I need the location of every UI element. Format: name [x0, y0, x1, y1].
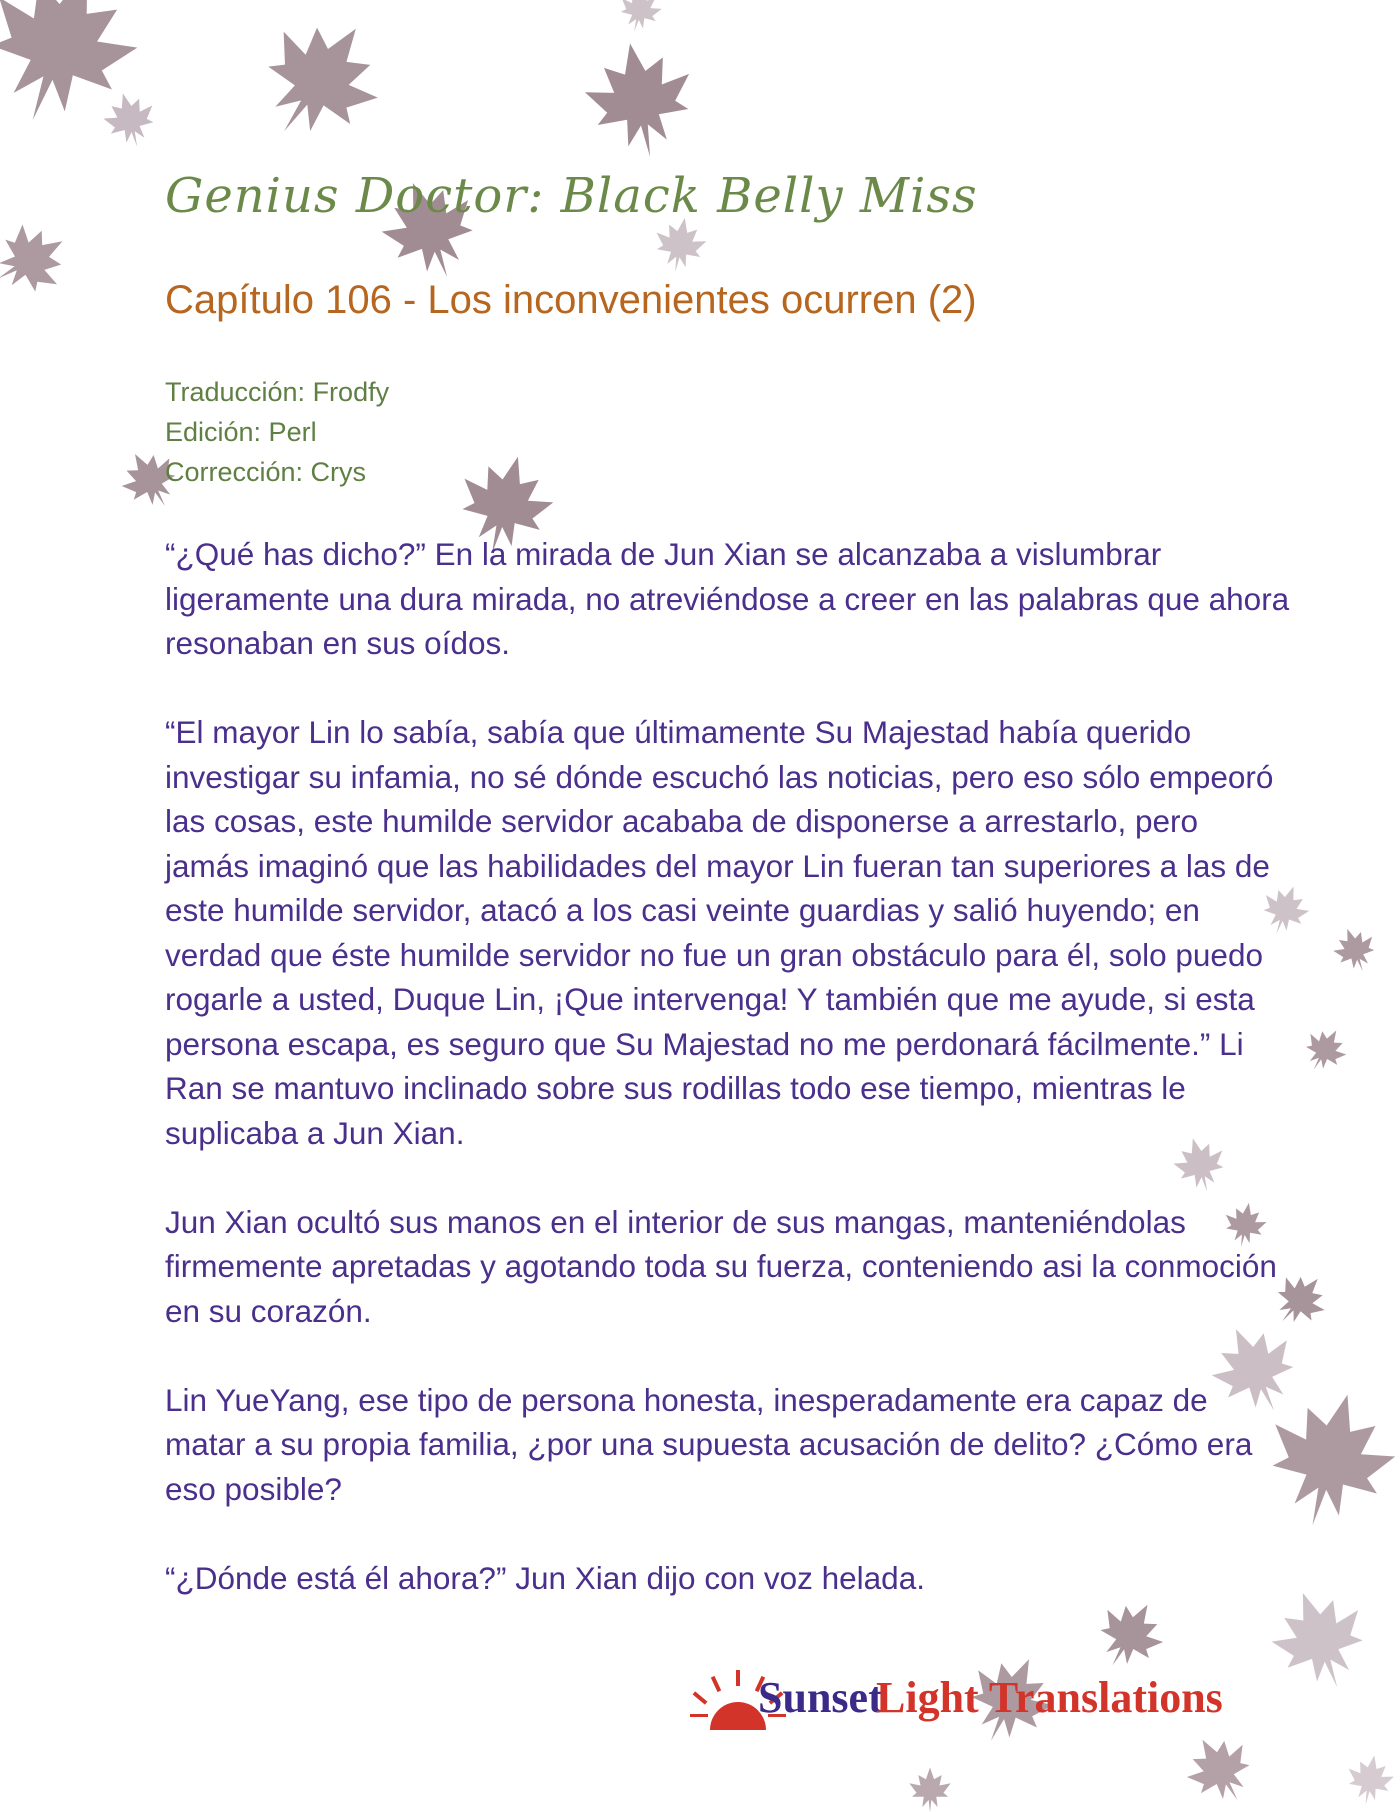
credit-proofreading: Corrección: Crys	[165, 457, 367, 487]
paragraph: Lin YueYang, ese tipo de persona honesta, inesperadamente era capaz de matar a su propia familia, ¿por una supuesta acusación de delito? ¿Cómo era eso posible?	[165, 1381, 1253, 1507]
maple-leaf-icon	[614, 0, 666, 37]
credit-translation: Traducción: Frodfy	[165, 377, 390, 407]
paragraph: “El mayor Lin lo sabía, sabía que últimamente Su Majestad había querido investigar su infamia, no sé dónde escuchó las noticias, pero eso sólo empeoró las cosas, este humilde servidor acababa de disponerse a arrestarlo, pero jamás imaginó que las habilidades del mayor Lin fueran tan superiores a las de este humilde servidor, atacó a los casi veinte guardias y salió huyendo; en verdad que éste humilde servidor no fue un gran obstáculo para él, solo puedo rogarle a usted, Duque Lin, ¡Que intervenga! Y también que me ayude, si esta persona escapa, es seguro que Su Majestad no me perdonará fácilmente.” Li Ran se mantuvo inclinado sobre sus rodillas todo ese tiempo, mientras le suplicaba a Jun Xian.	[165, 714, 1274, 1151]
paragraph: “¿Qué has dicho?” En la mirada de Jun Xian se alcanzaba a vislumbrar ligeramente una dura mirada, no atreviéndose a creer en las palabras que ahora resonaban en sus oídos.	[165, 536, 1290, 661]
credit-editing: Edición: Perl	[165, 417, 317, 447]
maple-leaf-icon	[1175, 1724, 1266, 1812]
chapter-body	[165, 532, 1290, 1645]
maple-leaf-icon	[98, 87, 161, 153]
paragraph: Jun Xian ocultó sus manos en el interior de sus mangas, manteniéndolas firmemente apretadas y agotando toda su fuerza, conteniendo asi la conmoción en su corazón.	[165, 1203, 1277, 1329]
maple-leaf-icon	[578, 34, 702, 166]
maple-leaf-icon	[1343, 1751, 1397, 1808]
paragraph: “¿Dónde está él ahora?” Jun Xian dijo con voz helada.	[165, 1559, 925, 1596]
maple-leaf-icon	[909, 1768, 950, 1812]
credits	[165, 372, 389, 492]
maple-leaf-icon	[1296, 1020, 1354, 1080]
maple-leaf-icon	[1328, 922, 1382, 978]
series-title: Genius Doctor: Black Belly Miss	[165, 168, 978, 224]
logo-word-light-translations: Light Translations	[876, 1673, 1223, 1722]
maple-leaf-icon	[0, 211, 80, 308]
logo-word-sunset: Sunset	[758, 1673, 883, 1722]
maple-leaf-icon	[237, 0, 403, 164]
chapter-title: Capítulo 106 - Los inconvenientes ocurren (2)	[165, 278, 977, 322]
